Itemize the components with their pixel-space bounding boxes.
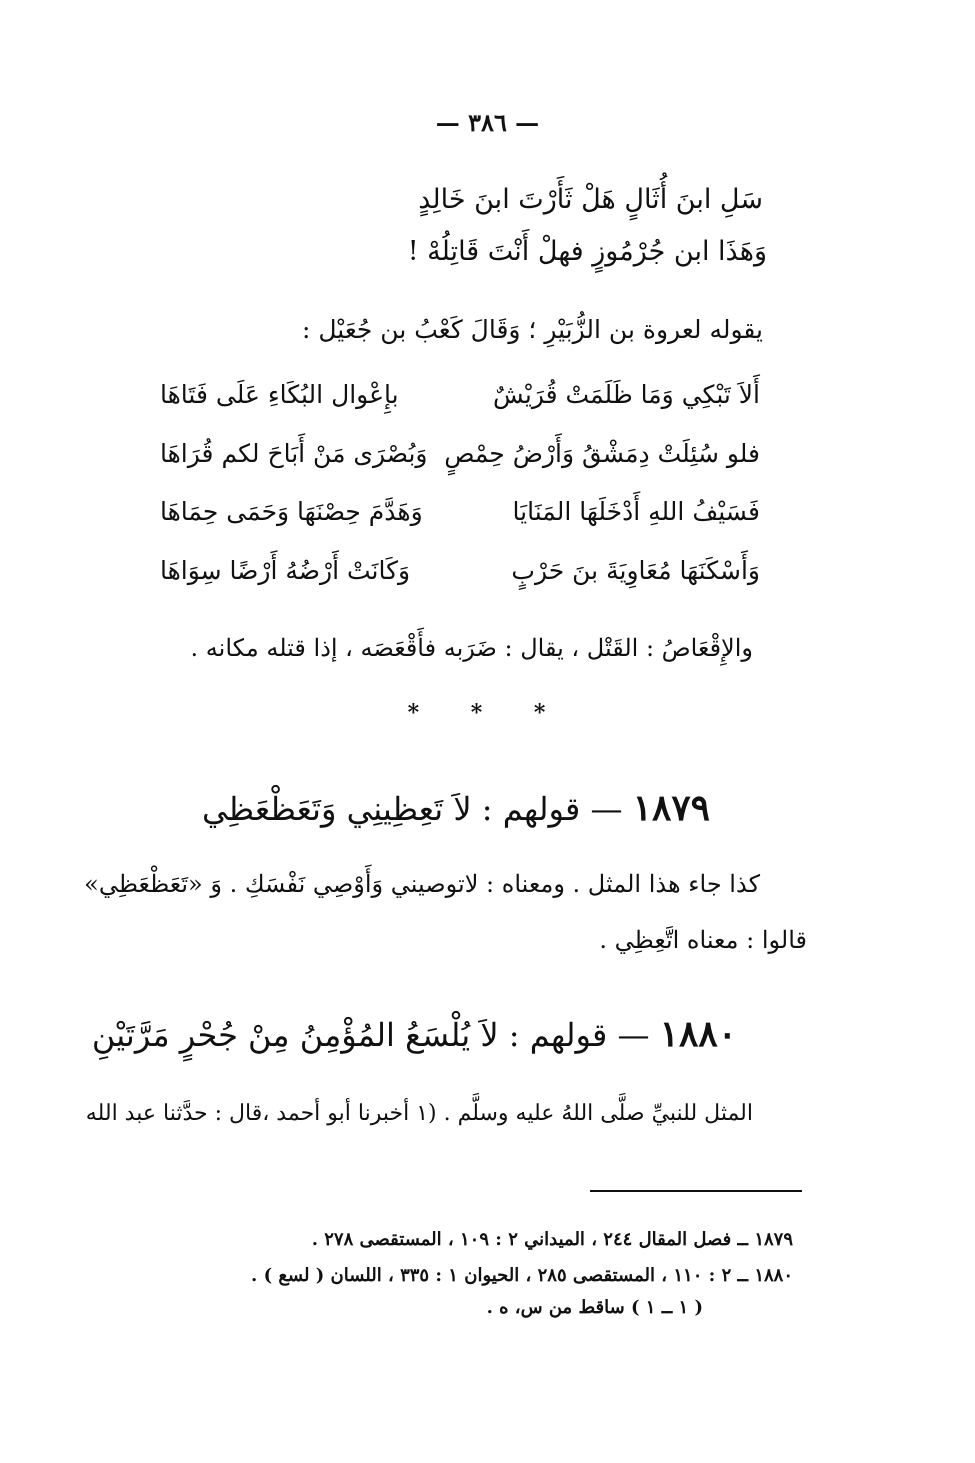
entry-heading-1879 — [202, 784, 710, 833]
poem-verse — [160, 549, 760, 593]
entry-number: ١٨٨٠ — [659, 1013, 737, 1055]
opening-verse-line-2: وَهَذَا ابن جُرْمُوزٍ فهلْ أَنْتَ قَاتِلُهْ ! — [407, 236, 767, 267]
footnote-1880: ١٨٨٠ ــ ٢ : ١١٠ ، المستقصى ٢٨٥ ، الحيوان ١ : ٣٣٥ ، اللسان ( لسع ) . — [251, 1265, 793, 1286]
section-separator: * * * — [407, 700, 568, 726]
entry-heading-1880 — [92, 1010, 737, 1059]
verse-hemistich-second: بإِعْوال البُكَاءِ عَلَى فَتَاهَا — [160, 380, 399, 409]
footnote-variant: ( ١ ــ ١ ) ساقط من س، ه . — [486, 1297, 703, 1318]
verse-hemistich-first: وَأَسْكَنَهَا مُعَاوِيَةَ بنَ حَرْبٍ — [511, 556, 760, 585]
footnote-divider — [590, 1190, 802, 1192]
poem-verse — [160, 373, 760, 417]
entry-number: ١٨٧٩ — [632, 787, 710, 829]
footnote-1879: ١٨٧٩ ــ فصل المقال ٢٤٤ ، الميداني ٢ : ١٠٩ ، المستقصى ٢٧٨ . — [311, 1229, 793, 1250]
gloss-line: والإِقْعَاصُ : القَتْل ، يقال : ضَرَبه فأَقْعَصَه ، إذا قتله مكانه . — [190, 634, 753, 662]
verse-hemistich-first: أَلاَ تَبْكِي وَمَا ظَلَمَتْ قُرَيْشٌ — [493, 380, 760, 409]
page-number: — ٣٨٦ — — [435, 108, 540, 137]
verse-hemistich-second: وَبُصْرَى مَنْ أَبَاحَ لكم قُرَاهَا — [160, 439, 428, 468]
entry-heading-text: قولهم : لاَ يُلْسَعُ المُؤْمِنُ مِنْ جُحْرٍ مَرَّتَيْنِ — [91, 1016, 608, 1054]
entry-1879-body-line-1: كذا جاء هذا المثل . ومعناه : لاتوصيني وَأَوْصِي نَفْسَكِ . وَ «تَعَظْعَظِي» — [84, 870, 760, 898]
entry-dash: — — [590, 790, 623, 828]
entry-heading-text: قولهم : لاَ تَعِظِينِي وَتَعَظْعَظِي — [201, 790, 581, 828]
entry-1879-body-line-2: قالوا : معناه اتَّعِظِي . — [599, 926, 807, 954]
verse-hemistich-second: وَكَانَتْ أَرْضُهُ أَرْضًا سِوَاهَا — [160, 556, 411, 585]
entry-dash: — — [617, 1016, 650, 1054]
verse-hemistich-first: فلو سُئِلَتْ دِمَشْقُ وَأَرْضُ حِمْصٍ — [444, 439, 760, 468]
intro-line: يقوله لعروة بن الزُّبَيْرِ ؛ وَقَالَ كَعْبُ بن جُعَيْل : — [301, 315, 763, 344]
verse-hemistich-first: فَسَيْفُ اللهِ أَدْخَلَهَا المَنَايَا — [512, 497, 760, 526]
verse-hemistich-second: وَهَدَّمَ حِصْنَهَا وَحَمَى حِمَاهَا — [160, 497, 423, 526]
entry-1880-body-line-1: المثل للنبيِّ صلَّى اللهُ عليه وسلَّم . (١ أخبرنا أبو أحمد ،قال : حدَّثنا عبد الله — [85, 1101, 753, 1126]
poem-verse — [160, 432, 760, 476]
poem-verse — [160, 490, 760, 534]
opening-verse-line-1: سَلِ ابنَ أُثَالٍ هَلْ ثَأَرْتَ ابنَ خَالِدٍ — [418, 184, 763, 215]
